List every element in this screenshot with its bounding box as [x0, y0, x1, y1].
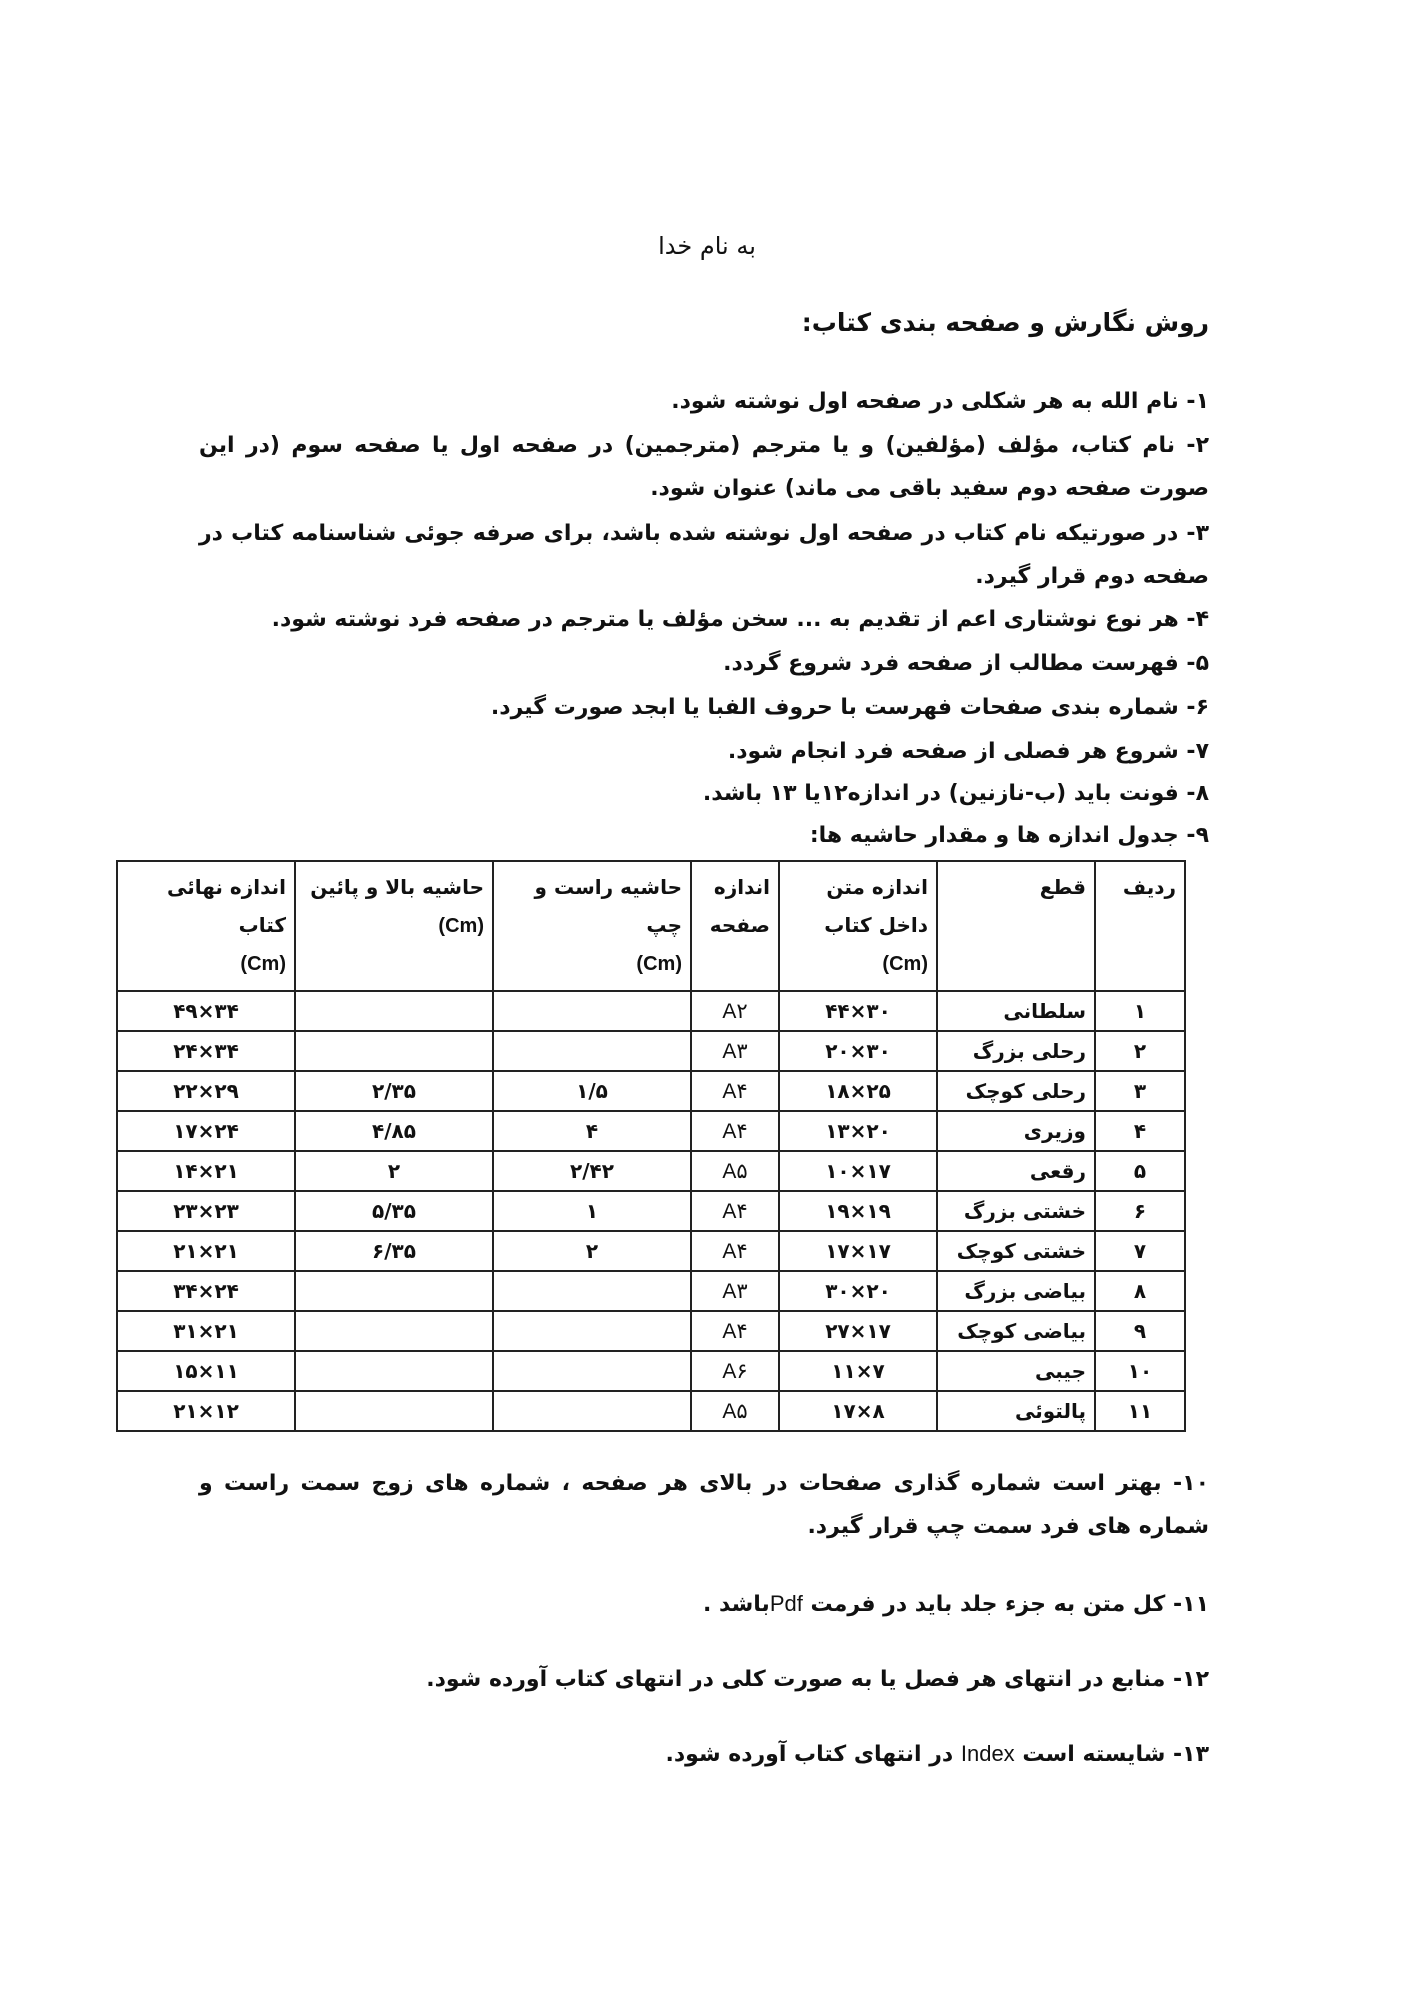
cell-cut: رقعی	[937, 1151, 1095, 1191]
cell-side-margin	[493, 1031, 691, 1071]
cell-page-size: A۳	[691, 1031, 779, 1071]
header-final-size: اندازه نهائی کتاب (Cm)	[117, 861, 295, 991]
cell-cut: پالتوئی	[937, 1391, 1095, 1431]
table-row	[117, 1191, 1185, 1231]
header-row-number: ردیف	[1095, 861, 1185, 991]
cell-text-size: ۳۰×۴۴	[779, 991, 937, 1031]
cell-text-size: ۸×۱۷	[779, 1391, 937, 1431]
cell-final-size: ۲۹×۲۲	[117, 1071, 295, 1111]
cell-side-margin: ۴	[493, 1111, 691, 1151]
cell-side-margin	[493, 1391, 691, 1431]
cell-cut: وزیری	[937, 1111, 1095, 1151]
cell-side-margin	[493, 1311, 691, 1351]
cell-row-number: ۴	[1095, 1111, 1185, 1151]
cell-top-bottom-margin	[295, 1391, 493, 1431]
cell-final-size: ۱۱×۱۵	[117, 1351, 295, 1391]
table-row	[117, 1111, 1185, 1151]
table-row	[117, 1271, 1185, 1311]
cell-top-bottom-margin	[295, 1031, 493, 1071]
table-row	[117, 1151, 1185, 1191]
cell-top-bottom-margin	[295, 1351, 493, 1391]
cell-text-size: ۱۹×۱۹	[779, 1191, 937, 1231]
list-item-2: ۲- نام کتاب، مؤلف (مؤلفین) و یا مترجم (مترجمین) در صفحه اول یا صفحه سوم (در این صورت صفحه دوم سفید باقی می ماند) عنوان شود.	[199, 433, 1209, 501]
table-row	[117, 1391, 1185, 1431]
table-row	[117, 991, 1185, 1031]
book-sizes-table	[116, 860, 1186, 1432]
cell-page-size: A۲	[691, 991, 779, 1031]
cell-page-size: A۵	[691, 1391, 779, 1431]
cell-top-bottom-margin: ۲/۳۵	[295, 1071, 493, 1111]
cell-text-size: ۲۵×۱۸	[779, 1071, 937, 1111]
list-item-8: ۸- فونت باید (ب-نازنین) در اندازه۱۲یا ۱۳ باشد.	[702, 781, 1209, 806]
list-item-1: ۱- نام الله به هر شکلی در صفحه اول نوشته شود.	[671, 389, 1209, 414]
cell-page-size: A۵	[691, 1151, 779, 1191]
cell-top-bottom-margin: ۴/۸۵	[295, 1111, 493, 1151]
cell-row-number: ۸	[1095, 1271, 1185, 1311]
list-item-10: ۱۰- بهتر است شماره گذاری صفحات در بالای هر صفحه ، شماره های زوج سمت راست و شماره های فرد سمت چپ قرار گیرد.	[199, 1471, 1209, 1539]
cell-page-size: A۳	[691, 1271, 779, 1311]
cell-text-size: ۱۷×۱۰	[779, 1151, 937, 1191]
table-row	[117, 1231, 1185, 1271]
cell-cut: سلطانی	[937, 991, 1095, 1031]
cell-side-margin	[493, 1271, 691, 1311]
cell-side-margin: ۲/۴۲	[493, 1151, 691, 1191]
index-label: Index	[960, 1741, 1015, 1766]
list-item-6: ۶- شماره بندی صفحات فهرست با حروف الفبا یا ابجد صورت گیرد.	[490, 695, 1209, 720]
cell-cut: بیاضی کوچک	[937, 1311, 1095, 1351]
cell-top-bottom-margin: ۵/۳۵	[295, 1191, 493, 1231]
cell-text-size: ۷×۱۱	[779, 1351, 937, 1391]
cell-text-size: ۳۰×۲۰	[779, 1031, 937, 1071]
cell-row-number: ۲	[1095, 1031, 1185, 1071]
cell-final-size: ۲۳×۲۳	[117, 1191, 295, 1231]
cell-cut: خشتی کوچک	[937, 1231, 1095, 1271]
cell-page-size: A۴	[691, 1071, 779, 1111]
cell-row-number: ۶	[1095, 1191, 1185, 1231]
cell-final-size: ۲۱×۱۴	[117, 1151, 295, 1191]
list-item-12: ۱۲- منابع در انتهای هر فصل یا به صورت کلی در انتهای کتاب آورده شود.	[426, 1667, 1209, 1692]
cell-page-size: A۴	[691, 1231, 779, 1271]
cell-top-bottom-margin	[295, 991, 493, 1031]
basmala-heading: به نام خدا	[658, 232, 756, 260]
cell-top-bottom-margin	[295, 1271, 493, 1311]
cell-cut: رحلی کوچک	[937, 1071, 1095, 1111]
cell-final-size: ۲۱×۳۱	[117, 1311, 295, 1351]
table-row	[117, 1031, 1185, 1071]
cell-side-margin	[493, 1351, 691, 1391]
cell-page-size: A۴	[691, 1311, 779, 1351]
document-title: روش نگارش و صفحه بندی کتاب:	[801, 308, 1209, 337]
list-item-4: ۴- هر نوع نوشتاری اعم از تقدیم به ... سخن مؤلف یا مترجم در صفحه فرد نوشته شود.	[271, 607, 1209, 632]
header-cut: قطع	[937, 861, 1095, 991]
cell-final-size: ۳۴×۴۹	[117, 991, 295, 1031]
cell-top-bottom-margin: ۲	[295, 1151, 493, 1191]
list-item-7: ۷- شروع هر فصلی از صفحه فرد انجام شود.	[727, 739, 1209, 764]
table-row	[117, 1071, 1185, 1111]
cell-side-margin: ۲	[493, 1231, 691, 1271]
cell-cut: بیاضی بزرگ	[937, 1271, 1095, 1311]
cell-final-size: ۳۴×۲۴	[117, 1031, 295, 1071]
cell-page-size: A۶	[691, 1351, 779, 1391]
cell-row-number: ۱	[1095, 991, 1185, 1031]
cell-row-number: ۹	[1095, 1311, 1185, 1351]
header-side-margin: حاشیه راست و چپ (Cm)	[493, 861, 691, 991]
cell-cut: جیبی	[937, 1351, 1095, 1391]
cell-text-size: ۱۷×۲۷	[779, 1311, 937, 1351]
cell-final-size: ۲۱×۲۱	[117, 1231, 295, 1271]
cell-row-number: ۳	[1095, 1071, 1185, 1111]
pdf-format-label: Pdf	[769, 1591, 803, 1616]
header-text-size: اندازه متن داخل کتاب (Cm)	[779, 861, 937, 991]
cell-final-size: ۲۴×۳۴	[117, 1271, 295, 1311]
table-row	[117, 1311, 1185, 1351]
header-top-bottom-margin: حاشیه بالا و پائین (Cm)	[295, 861, 493, 991]
list-item-9: ۹- جدول اندازه ها و مقدار حاشیه ها:	[809, 823, 1209, 848]
list-item-11: ۱۱- کل متن به جزء جلد باید در فرمت Pdfباشد .	[702, 1591, 1209, 1617]
cell-page-size: A۴	[691, 1191, 779, 1231]
cell-top-bottom-margin	[295, 1311, 493, 1351]
list-item-5: ۵- فهرست مطالب از صفحه فرد شروع گردد.	[723, 651, 1209, 676]
cell-row-number: ۱۰	[1095, 1351, 1185, 1391]
cell-cut: خشتی بزرگ	[937, 1191, 1095, 1231]
table-header-row	[117, 861, 1185, 991]
cell-text-size: ۲۰×۱۳	[779, 1111, 937, 1151]
cell-row-number: ۷	[1095, 1231, 1185, 1271]
cell-side-margin	[493, 991, 691, 1031]
cell-side-margin: ۱	[493, 1191, 691, 1231]
cell-final-size: ۱۲×۲۱	[117, 1391, 295, 1431]
list-item-3: ۳- در صورتیکه نام کتاب در صفحه اول نوشته شده باشد، برای صرفه جوئی شناسنامه کتاب در صفحه دوم قرار گیرد.	[199, 521, 1209, 589]
cell-text-size: ۱۷×۱۷	[779, 1231, 937, 1271]
cell-row-number: ۵	[1095, 1151, 1185, 1191]
cell-top-bottom-margin: ۶/۳۵	[295, 1231, 493, 1271]
cell-final-size: ۲۴×۱۷	[117, 1111, 295, 1151]
cell-cut: رحلی بزرگ	[937, 1031, 1095, 1071]
cell-side-margin: ۱/۵	[493, 1071, 691, 1111]
header-page-size: اندازه صفحه	[691, 861, 779, 991]
cell-row-number: ۱۱	[1095, 1391, 1185, 1431]
list-item-13: ۱۳- شایسته است Index در انتهای کتاب آورده شود.	[665, 1741, 1209, 1767]
table-body	[117, 991, 1185, 1431]
cell-page-size: A۴	[691, 1111, 779, 1151]
cell-text-size: ۲۰×۳۰	[779, 1271, 937, 1311]
table-row	[117, 1351, 1185, 1391]
